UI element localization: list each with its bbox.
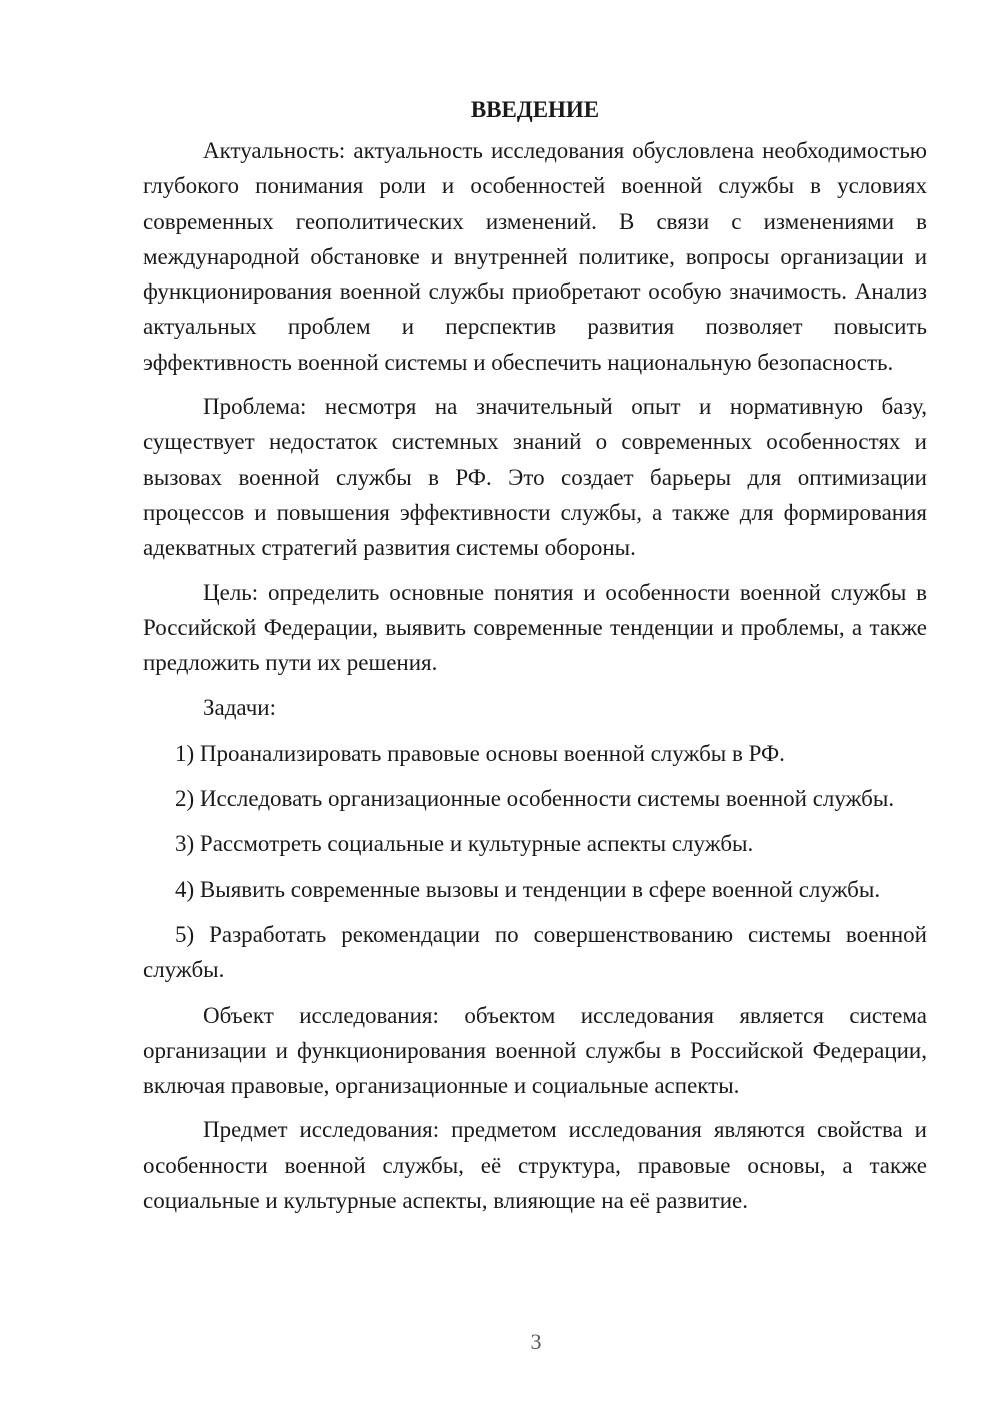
- page-number: 3: [530, 1329, 542, 1354]
- problem-paragraph: Проблема: несмотря на значительный опыт и нормативную базу, существует недостаток системных знаний о современных особенностях и вызовах военной службы в РФ. Это создает барьеры для оптимизации процессов и повышения эффективности службы, а также для формирования адекватных стратегий развития системы обороны.: [143, 394, 927, 561]
- task-item: 5) Разработать рекомендации по совершенствованию системы военной службы.: [143, 921, 927, 983]
- object-paragraph: Объект исследования: объектом исследования является система организации и функционирования военной службы в Российской Федерации, включая правовые, организационные и социальные аспекты.: [143, 1002, 927, 1099]
- section-heading: ВВЕДЕНИЕ: [470, 97, 600, 122]
- task-item: 4) Выявить современные вызовы и тенденции в сфере военной службы.: [175, 876, 881, 902]
- tasks-label: Задачи:: [203, 695, 276, 721]
- task-item: 1) Проанализировать правовые основы военной службы в РФ.: [175, 740, 785, 766]
- document-page: [143, 92, 927, 1218]
- subject-paragraph: Предмет исследования: предметом исследования являются свойства и особенности военной службы, её структура, правовые основы, а также социальные и культурные аспекты, влияющие на её развитие.: [143, 1117, 927, 1214]
- task-item: 2) Исследовать организационные особенности системы военной службы.: [175, 786, 895, 812]
- relevance-paragraph: Актуальность: актуальность исследования обусловлена необходимостью глубокого понимания роли и особенностей военной службы в условиях современных геополитических изменений. В связи с изменениями в международной обстановке и внутренней политике, вопросы организации и функционирования военной службы приобретают особую значимость. Анализ актуальных проблем и перспектив развития позволяет повысить эффективность военной системы и обеспечить национальную безопасность.: [143, 138, 927, 375]
- goal-paragraph: Цель: определить основные понятия и особенности военной службы в Российской Федерации, выявить современные тенденции и проблемы, а также предложить пути их решения.: [143, 579, 927, 676]
- task-item: 3) Рассмотреть социальные и культурные аспекты службы.: [175, 831, 754, 857]
